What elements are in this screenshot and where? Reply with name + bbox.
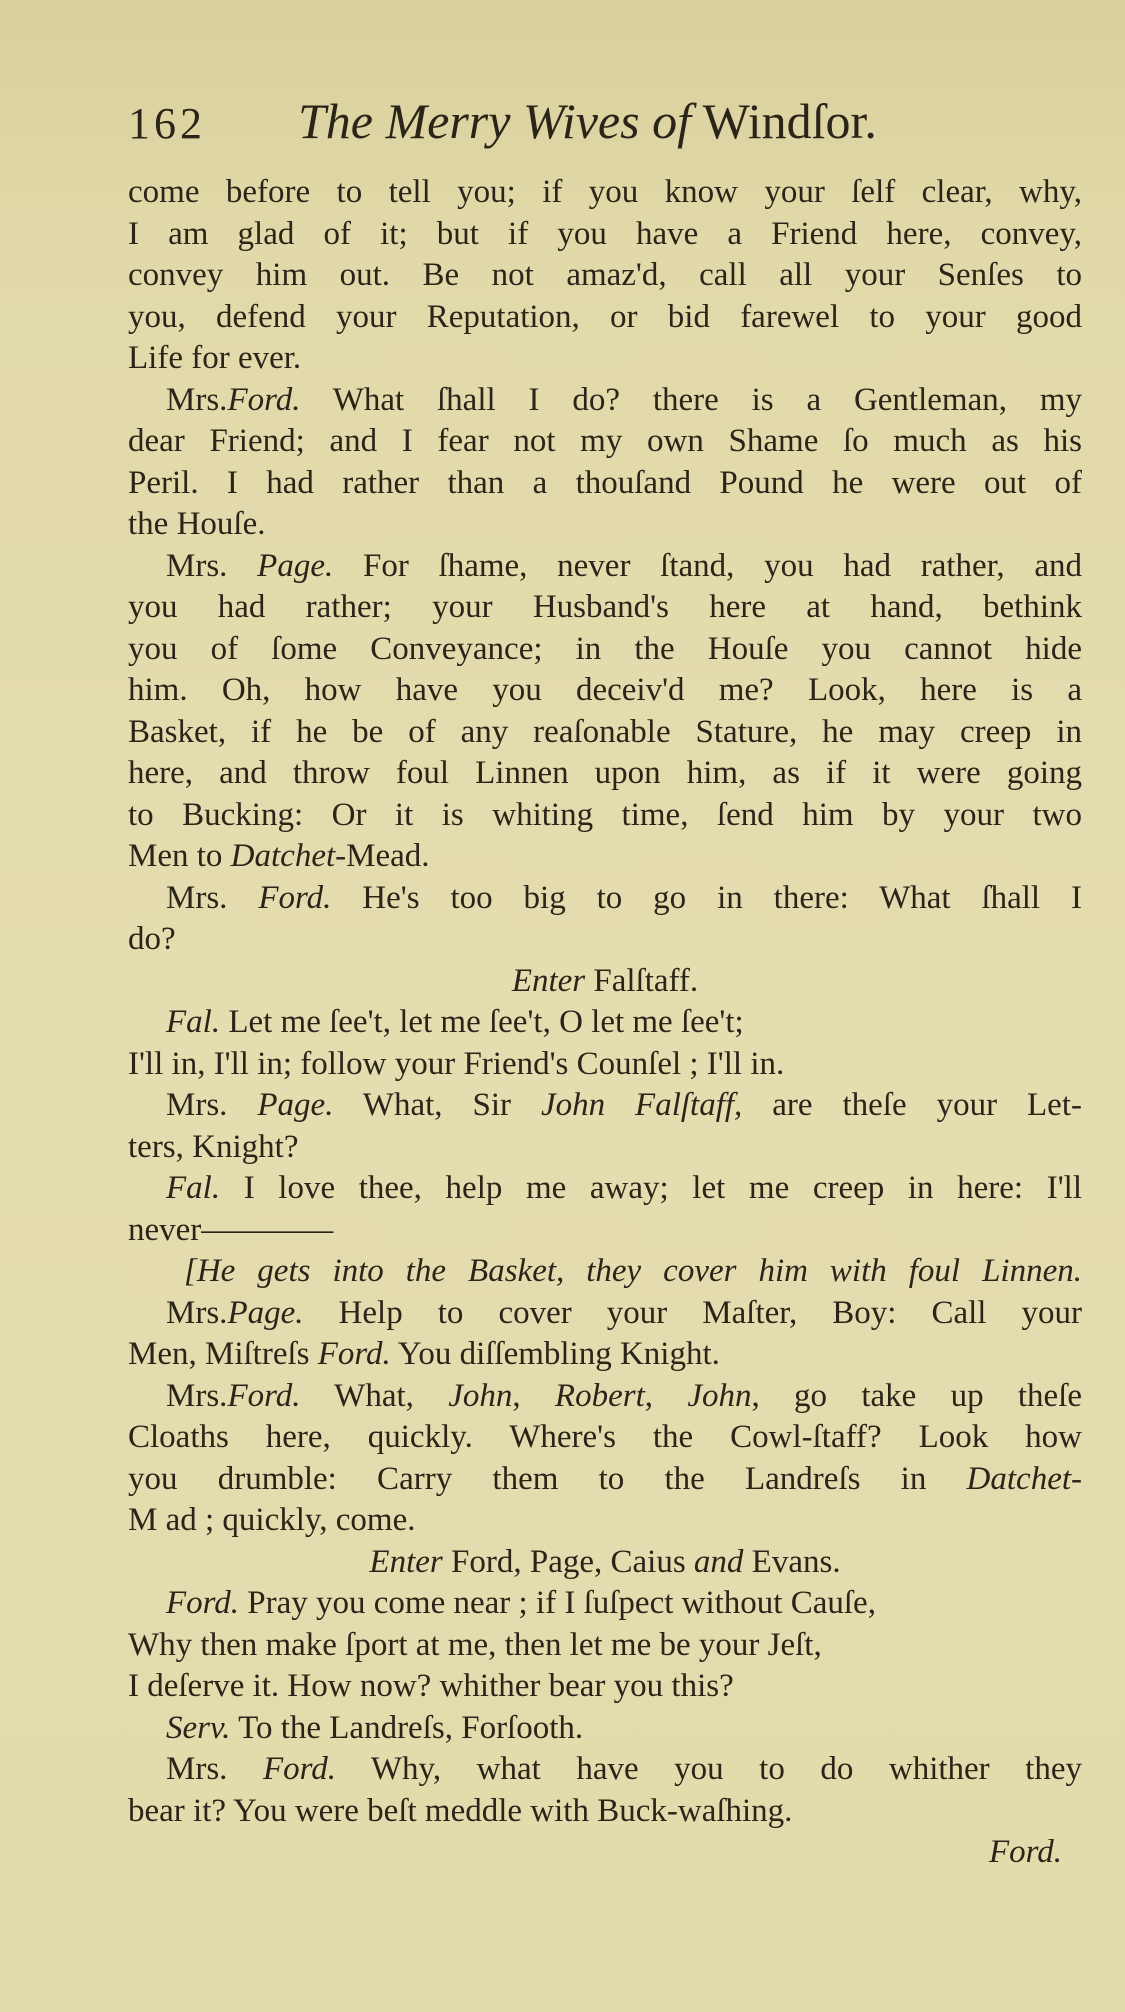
running-title [298,92,877,150]
text-line [128,919,1082,961]
roman-text: Mrs. [166,1751,263,1787]
roman-text: him. Oh, how have you deceiv'd me? Look, here is a [128,672,1082,708]
roman-text: you had rather; your Husband's here at hand, bethink [128,589,1082,625]
text-line [128,795,1082,837]
text-line [128,504,1082,546]
italic-text: John [448,1377,513,1414]
text-line [128,1459,1082,1501]
roman-text: bear it? You were beſt meddle with Buck-waſhing. [128,1792,793,1829]
italic-text: Page. [257,547,334,584]
catchword [128,1832,1082,1874]
roman-text: you drumble: Carry them to the Landreſs in [128,1460,967,1497]
page-number: 162 [128,99,206,148]
text-line [128,753,1082,795]
italic-text: Fal. [166,1170,221,1206]
text-line [128,1749,1082,1791]
text-line [128,1293,1082,1335]
italic-text: Enter [511,962,586,999]
roman-text: Men, Miſtreſs [128,1336,318,1372]
text-line [128,172,1082,214]
italic-text: Datchet [230,838,336,874]
italic-text: Ford. [988,1834,1062,1870]
roman-text: never———— [128,1211,334,1248]
italic-text: Ford. [227,1377,301,1414]
roman-text: What ſhall I do? there is a Gentleman, my [300,381,1082,418]
italic-text: Serv. [166,1709,231,1746]
roman-text: M ad ; quickly, come. [128,1502,416,1538]
roman-text: He's too big to go in there: What ſhall I [331,879,1082,916]
italic-text: and [693,1543,744,1580]
text-line [128,1625,1082,1667]
italic-text: Ford. [258,879,332,916]
roman-text: -Mead. [335,838,430,874]
italic-text: Ford. [317,1336,391,1372]
text-line [128,1791,1082,1833]
roman-text: Mrs. [166,1087,258,1123]
italic-text: Datchet- [966,1460,1082,1497]
text-line [128,1376,1082,1418]
roman-text: you, defend your Reputation, or bid farewel to your good [128,298,1082,335]
roman-text: I am glad of it; but if you have a Friend here, convey, [128,215,1082,252]
italic-text: Page. [257,1087,334,1123]
italic-text: Ford. [262,1751,336,1787]
roman-text: What, Sir [333,1087,541,1123]
roman-text: Why, what have you to do whither they [335,1751,1082,1787]
roman-text: Men to [128,838,231,874]
roman-text: Ford, Page, Caius [442,1543,694,1580]
text-line [128,1583,1082,1625]
text-line [128,297,1082,339]
text-line [128,836,1082,878]
roman-text: come before to tell you; if you know your ſelf clear, why, [128,174,1082,210]
roman-text: convey him out. Be not amaz'd, call all your Senſes to [128,257,1082,293]
roman-text: Mrs. [166,1294,228,1331]
text-line [128,1251,1082,1293]
text-line [128,214,1082,256]
text-line [128,1666,1082,1708]
roman-text: Falſtaff. [585,962,699,999]
roman-text: Mrs. [166,1377,228,1414]
roman-text: , [512,1377,555,1414]
text-line [128,587,1082,629]
italic-text: John Falſtaff, [540,1087,743,1123]
text-line [128,1168,1082,1210]
text-line [128,1500,1082,1542]
roman-text: ters, Knight? [128,1128,299,1165]
text-line [128,546,1082,588]
roman-text: What, [300,1377,449,1414]
text-line [128,1044,1082,1086]
text-line [128,421,1082,463]
roman-text: Evans. [743,1543,841,1580]
italic-text: Enter [369,1543,443,1580]
roman-text: Life for ever. [128,340,302,376]
roman-text: Let me ſee't, let me ſee't, O let me ſee't; [220,1004,744,1040]
text-line [128,338,1082,380]
italic-text: Fal. [166,1004,221,1040]
italic-text: John [687,1377,752,1414]
stage-direction-line [128,961,1082,1003]
text-line [128,1417,1082,1459]
italic-text: [He gets into the Basket, they cover him with foul Linnen. [184,1253,1082,1289]
roman-text: Pray you come near ; if I ſuſpect without Cauſe, [239,1585,876,1621]
text-line [128,712,1082,754]
stage-direction-line [128,1542,1082,1584]
roman-text: are theſe your Let- [742,1087,1082,1123]
roman-text: I deſerve it. How now? whither bear you this? [128,1668,734,1704]
text-line [128,1210,1082,1252]
text-line [128,1127,1082,1169]
roman-text: For ſhame, never ſtand, you had rather, and [333,547,1082,584]
page-body-text [128,172,1082,1874]
roman-text: To the Landreſs, Forſooth. [230,1709,584,1746]
text-line [128,1708,1082,1750]
text-line [128,255,1082,297]
text-line [128,878,1082,920]
roman-text: , go take up theſe [751,1377,1082,1414]
roman-text: Mrs. [166,879,259,916]
roman-text: you of ſome Conveyance; in the Houſe you cannot hide [128,630,1082,667]
text-line [128,1334,1082,1376]
roman-text: Basket, if he be of any reaſonable Stature, he may creep in [128,713,1082,750]
roman-text: I love thee, help me away; let me creep in here: I'll [220,1170,1082,1206]
title-roman: Windſor. [690,93,877,149]
text-line [128,1002,1082,1044]
italic-text: Page. [227,1294,304,1331]
text-line [128,380,1082,422]
roman-text: I'll in, I'll in; follow your Friend's Counſel ; I'll in. [128,1045,785,1082]
roman-text: to Bucking: Or it is whiting time, ſend him by your two [128,796,1082,833]
roman-text: Mrs. [166,381,228,418]
text-line [128,670,1082,712]
title-italic: The Merry Wives of [298,93,691,149]
roman-text: the Houſe. [128,506,266,542]
roman-text: do? [128,921,176,957]
roman-text: Peril. I had rather than a thouſand Pound he were out of [128,464,1082,501]
roman-text: dear Friend; and I fear not my own Shame ſo much as his [128,423,1082,459]
roman-text: You diſſembling Knight. [390,1336,720,1372]
roman-text: Cloaths here, quickly. Where's the Cowl-ſtaff? Look how [128,1419,1082,1455]
roman-text: here, and throw foul Linnen upon him, as if it were going [128,755,1082,791]
italic-text: Robert [554,1377,645,1414]
text-line [128,629,1082,671]
text-line [128,1085,1082,1127]
italic-text: Ford. [166,1585,240,1621]
roman-text: Help to cover your Maſter, Boy: Call your [303,1294,1082,1331]
roman-text: Mrs. [166,547,258,584]
roman-text: , [644,1377,688,1414]
italic-text: Ford. [227,381,301,418]
roman-text: Why then make ſport at me, then let me be your Jeſt, [128,1626,822,1663]
text-line [128,463,1082,505]
